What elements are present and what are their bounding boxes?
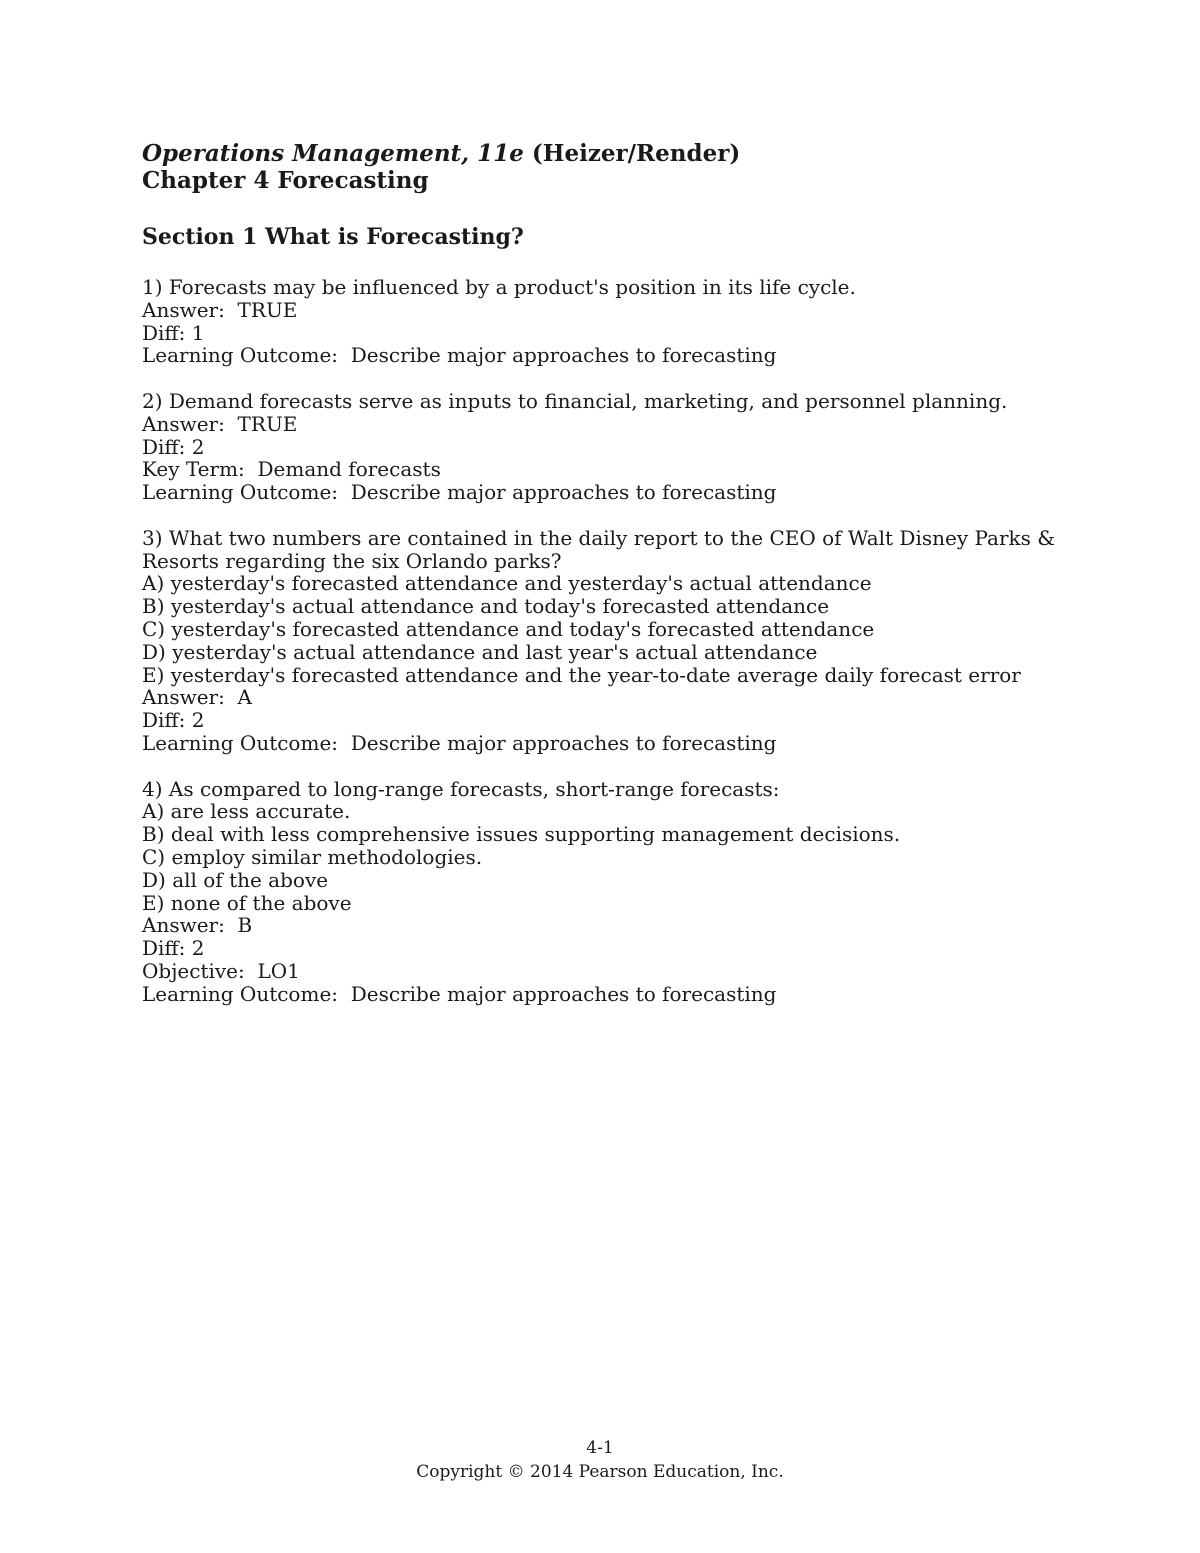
question-1 — [142, 276, 1102, 367]
section-title: Section 1 What is Forecasting? — [142, 224, 524, 250]
question-line: Resorts regarding the six Orlando parks? — [142, 548, 562, 573]
option-c: C) yesterday's forecasted attendance and today's forecasted attendance — [142, 616, 875, 641]
difficulty-line: Diff: 2 — [142, 936, 205, 961]
question-line: 1) Forecasts may be influenced by a product's position in its life cycle. — [142, 275, 856, 299]
option-d: D) yesterday's actual attendance and last year's actual attendance — [142, 639, 818, 664]
page-content — [142, 140, 1102, 1028]
objective-line: Objective: LO1 — [142, 958, 300, 983]
question-line: 3) What two numbers are contained in the daily report to the CEO of Walt Disney Parks & — [142, 525, 1056, 550]
learning-outcome-line: Learning Outcome: Describe major approaches to forecasting — [142, 343, 777, 368]
answer-line: Answer: TRUE — [142, 297, 298, 322]
page-number: 4-1 — [586, 1438, 614, 1458]
answer-line: Answer: TRUE — [142, 411, 298, 436]
learning-outcome-line: Learning Outcome: Describe major approaches to forecasting — [142, 730, 777, 755]
document-title — [142, 140, 1102, 167]
answer-line: Answer: B — [142, 913, 253, 938]
chapter-title: Chapter 4 Forecasting — [142, 167, 429, 194]
option-a: A) yesterday's forecasted attendance and yesterday's actual attendance — [142, 571, 872, 596]
question-3 — [142, 527, 1102, 755]
key-term-line: Key Term: Demand forecasts — [142, 457, 441, 482]
option-c: C) employ similar methodologies. — [142, 844, 483, 869]
option-b: B) deal with less comprehensive issues supporting management decisions. — [142, 822, 901, 847]
option-b: B) yesterday's actual attendance and today's forecasted attendance — [142, 594, 830, 619]
option-e: E) yesterday's forecasted attendance and the year-to-date average daily forecast error — [142, 662, 1021, 687]
option-d: D) all of the above — [142, 867, 329, 892]
difficulty-line: Diff: 2 — [142, 434, 205, 459]
learning-outcome-line: Learning Outcome: Describe major approaches to forecasting — [142, 480, 777, 505]
option-a: A) are less accurate. — [142, 799, 351, 824]
copyright-notice: Copyright © 2014 Pearson Education, Inc. — [416, 1462, 784, 1482]
question-line: 2) Demand forecasts serve as inputs to financial, marketing, and personnel planning. — [142, 388, 1008, 413]
difficulty-line: Diff: 1 — [142, 320, 205, 345]
question-line: 4) As compared to long-range forecasts, short-range forecasts: — [142, 776, 780, 801]
answer-line: Answer: A — [142, 685, 252, 710]
option-e: E) none of the above — [142, 890, 352, 915]
question-4 — [142, 778, 1102, 1006]
learning-outcome-line: Learning Outcome: Describe major approaches to forecasting — [142, 981, 777, 1006]
question-2 — [142, 390, 1102, 504]
book-title: Operations Management, 11e — [142, 140, 524, 167]
book-authors: (Heizer/Render) — [523, 140, 741, 167]
difficulty-line: Diff: 2 — [142, 708, 205, 733]
